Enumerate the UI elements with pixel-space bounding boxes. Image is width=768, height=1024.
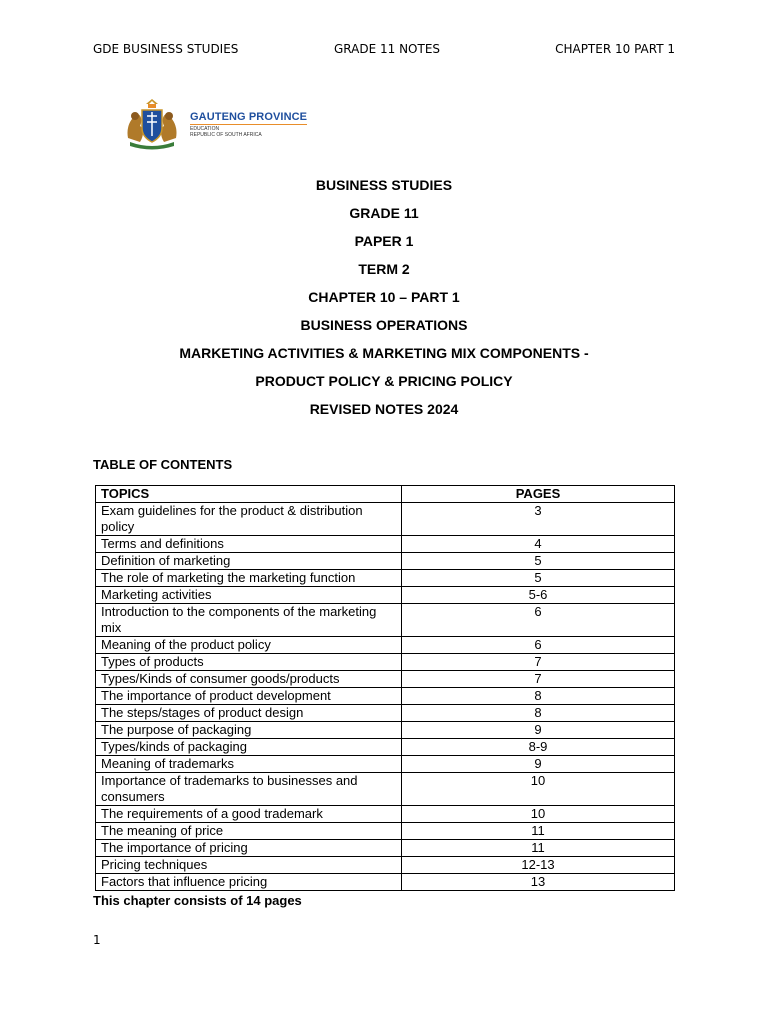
logo-sub-education: EDUCATION	[190, 125, 220, 132]
title-subject: BUSINESS STUDIES	[315, 177, 453, 193]
toc-page: 6	[402, 604, 675, 637]
title-block	[0, 174, 768, 426]
title-chapter: CHAPTER 10 – PART 1	[308, 289, 460, 305]
table-row	[96, 553, 675, 570]
table-row	[96, 503, 675, 536]
table-row	[96, 570, 675, 587]
toc-topic: The role of marketing the marketing function	[96, 570, 402, 587]
toc-page: 3	[402, 503, 675, 536]
toc-topic: Types/kinds of packaging	[96, 739, 402, 756]
logo-name: GAUTENG PROVINCE	[190, 110, 308, 123]
table-row	[96, 840, 675, 857]
toc-page: 8-9	[402, 739, 675, 756]
toc-page: 6	[402, 637, 675, 654]
table-row	[96, 739, 675, 756]
table-row	[96, 722, 675, 739]
logo-text	[190, 111, 307, 138]
toc-topic: The importance of product development	[96, 688, 402, 705]
toc-topic: The importance of pricing	[96, 840, 402, 857]
toc-page: 7	[402, 654, 675, 671]
header-center: GRADE 11 NOTES	[334, 42, 441, 56]
logo-divider	[190, 124, 307, 125]
toc-table	[95, 485, 675, 891]
table-row	[96, 604, 675, 637]
title-revision: REVISED NOTES 2024	[309, 401, 459, 417]
title-section: BUSINESS OPERATIONS	[300, 317, 468, 333]
table-row	[96, 756, 675, 773]
table-row	[96, 671, 675, 688]
page-header	[93, 42, 675, 60]
toc-page: 9	[402, 722, 675, 739]
toc-topic: Pricing techniques	[96, 857, 402, 874]
toc-page: 5	[402, 570, 675, 587]
title-topic: MARKETING ACTIVITIES & MARKETING MIX COMPONENTS -	[179, 345, 589, 361]
chapter-page-count: This chapter consists of 14 pages	[93, 893, 302, 908]
toc-topic: The requirements of a good trademark	[96, 806, 402, 823]
toc-topic: Types of products	[96, 654, 402, 671]
table-row	[96, 823, 675, 840]
table-row	[96, 654, 675, 671]
toc-topic: Introduction to the components of the marketing mix	[96, 604, 402, 637]
toc-page: 8	[402, 688, 675, 705]
toc-page: 9	[402, 756, 675, 773]
table-row	[96, 857, 675, 874]
toc-topic: Meaning of trademarks	[96, 756, 402, 773]
coat-of-arms-icon	[120, 98, 184, 150]
toc-page: 4	[402, 536, 675, 553]
table-row	[96, 806, 675, 823]
toc-topic: Meaning of the product policy	[96, 637, 402, 654]
title-paper: PAPER 1	[354, 233, 414, 249]
toc-col-topics: TOPICS	[96, 486, 402, 503]
toc-topic: Definition of marketing	[96, 553, 402, 570]
toc-topic: Types/Kinds of consumer goods/products	[96, 671, 402, 688]
toc-heading: TABLE OF CONTENTS	[93, 457, 233, 472]
title-subtopic: PRODUCT POLICY & PRICING POLICY	[255, 373, 513, 389]
toc-page: 8	[402, 705, 675, 722]
toc-topic: Exam guidelines for the product & distribution policy	[96, 503, 402, 536]
table-row	[96, 705, 675, 722]
toc-topic: Terms and definitions	[96, 536, 402, 553]
title-grade: GRADE 11	[349, 205, 419, 221]
toc-header-row	[96, 486, 675, 503]
toc-page: 5	[402, 553, 675, 570]
toc-page: 12-13	[402, 857, 675, 874]
toc-topic: The purpose of packaging	[96, 722, 402, 739]
toc-topic: Factors that influence pricing	[96, 874, 402, 891]
title-term: TERM 2	[358, 261, 410, 277]
toc-topic: Importance of trademarks to businesses and consumers	[96, 773, 402, 806]
logo-sub-country: REPUBLIC OF SOUTH AFRICA	[190, 131, 262, 138]
table-row	[96, 587, 675, 604]
gauteng-logo	[120, 96, 335, 152]
table-row	[96, 688, 675, 705]
header-left: GDE BUSINESS STUDIES	[93, 42, 239, 56]
toc-topic: Marketing activities	[96, 587, 402, 604]
toc-page: 7	[402, 671, 675, 688]
table-row	[96, 536, 675, 553]
toc-page: 10	[402, 773, 675, 806]
toc-page: 11	[402, 823, 675, 840]
table-row	[96, 637, 675, 654]
toc-page: 11	[402, 840, 675, 857]
toc-topic: The steps/stages of product design	[96, 705, 402, 722]
toc-page: 5-6	[402, 587, 675, 604]
toc-col-pages: PAGES	[402, 486, 675, 503]
toc-page: 13	[402, 874, 675, 891]
header-right: CHAPTER 10 PART 1	[555, 42, 675, 56]
toc-page: 10	[402, 806, 675, 823]
table-row	[96, 773, 675, 806]
page-number: 1	[93, 933, 101, 947]
toc-topic: The meaning of price	[96, 823, 402, 840]
table-row	[96, 874, 675, 891]
